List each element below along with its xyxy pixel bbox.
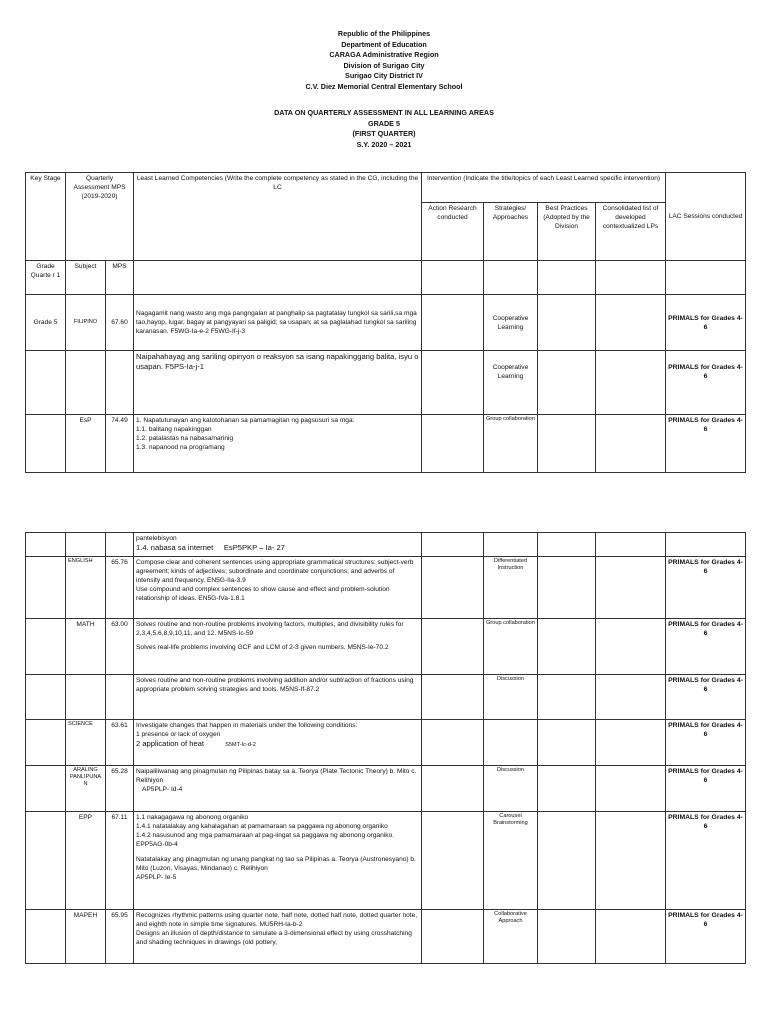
competency-line: Investigate changes that happen in materials under the following conditions: bbox=[136, 722, 358, 729]
competency-cell bbox=[134, 812, 422, 910]
header-line: Republic of the Philippines bbox=[337, 29, 431, 38]
competency-line: 1.2. patalastas na nabasa/narinig bbox=[136, 435, 234, 442]
competency-cell: Nagagamit nang wasto ang mga pangngalan at panghalip sa pagtatalay tungkol sa sarili,sa mga tao,hayop, lugar, bagay at pangyayari sa paligid; sa usapan; at sa paglalahad tungkol sa sariling karanasan. F5WG-Ia-e-2 F5WG-If-j-3 bbox=[134, 295, 422, 351]
header-key-stage: Key Stage bbox=[26, 173, 66, 261]
lac-cell: PRIMALS for Grades 4-6 bbox=[666, 720, 746, 766]
competency-cell bbox=[134, 720, 422, 766]
competency-line: 2 application of heat bbox=[136, 739, 204, 748]
table-row bbox=[26, 812, 746, 910]
strategy-cell: Differentiated Instruction bbox=[484, 557, 538, 619]
competency-line: 1.4.2 nasusunod ang mga pamamaraan at pag-iingat sa paggawa ng abonong organiko. EPP5AG-0b-4 bbox=[136, 832, 395, 848]
lac-cell: PRIMALS for Grades 4-6 bbox=[666, 295, 746, 351]
competency-line: 1 presence or lack of oxygen bbox=[136, 731, 221, 738]
title-line: DATA ON QUARTERLY ASSESSMENT IN ALL LEARNING AREAS bbox=[274, 108, 494, 117]
competency-cell bbox=[134, 766, 422, 812]
table-row bbox=[26, 557, 746, 619]
table-row bbox=[26, 351, 746, 415]
strategy-cell: Cooperative Learning bbox=[484, 295, 538, 351]
lac-cell: PRIMALS for Grades 4-6 bbox=[666, 415, 746, 473]
lac-cell: PRIMALS for Grades 4-6 bbox=[666, 812, 746, 910]
school-header bbox=[0, 29, 768, 93]
competency-line: Solves routine and non-routine problems involving addition and/or subtraction of fractions using appropriate problem solving strategies and tools. M5NS-If-87.2 bbox=[136, 677, 414, 693]
competency-line: 1.4. nabasa sa internet bbox=[136, 543, 214, 552]
competency-line: AP5PLP- Ie-5 bbox=[136, 874, 177, 881]
header-quarterly-mps: Quarterly Assessment MPS (2019-2020) bbox=[66, 173, 134, 261]
table-row bbox=[26, 766, 746, 812]
competency-line: Designs an illusion of depth/distance to simulate a 3-dimensional effect by using crosshatching and shading techniques in drawings (old pottery, bbox=[136, 930, 412, 946]
strategy-cell: Discussion bbox=[484, 766, 538, 812]
competency-line: pantelebisyon bbox=[136, 535, 177, 542]
subject-cell: SCIENCE bbox=[66, 720, 106, 766]
header-line: CARAGA Administrative Region bbox=[329, 50, 439, 60]
lac-cell: PRIMALS for Grades 4-6 bbox=[666, 675, 746, 720]
competency-line: Recognizes rhythmic patterns using quarter note, half note, dotted half note, dotted quarter note, and eighth note in simple time signatures. MU5RH-Ia-b-2 bbox=[136, 912, 418, 928]
competency-cell bbox=[134, 619, 422, 675]
competency-line: Solves routine and non-routine problems involving factors, multiples, and divisibility rules for 2,3,4,5,6,8,9,10,11, and 12. M5NS-Ic-59 bbox=[136, 621, 404, 637]
mps-cell: 65.28 bbox=[106, 766, 134, 812]
table-row bbox=[26, 295, 746, 351]
competency-line: 1. Napatutunayan ang katotohanan sa pamamagitan ng pagsusuri sa mga: bbox=[136, 417, 355, 424]
competency-cell bbox=[134, 557, 422, 619]
competency-cell bbox=[134, 910, 422, 964]
header-consolidated: Consolidated list of developed contextualized LPs bbox=[596, 203, 666, 261]
lac-cell: PRIMALS for Grades 4-6 bbox=[666, 351, 746, 415]
header-best-practices: Best Practices (Adopted by the Division bbox=[538, 203, 596, 261]
competency-code: EsP5PKP – Ia- 27 bbox=[223, 543, 285, 552]
mps-cell: 74.49 bbox=[106, 415, 134, 473]
subject-cell: ARALING PANLIPUNAN bbox=[66, 766, 106, 812]
table-row bbox=[26, 533, 746, 557]
header-line: Department of Education bbox=[341, 39, 427, 49]
competency-line: 1.1. balitang napakinggan bbox=[136, 426, 212, 433]
competency-line: 1.4.1 natatalakay ang kahalagahan at pamamaraan sa paggawa ng abonong organiko bbox=[136, 823, 388, 830]
competency-line: Natatalakay ang pinagmulan ng unang pangkat ng tao sa Pilipinas a. Teorya (Austronesyano) b. Mito (Luzon, Visayas, Mindanao) c. Relihiyon bbox=[136, 856, 416, 872]
table-row bbox=[26, 619, 746, 675]
competency-line: Compose clear and coherent sentences using appropriate grammatical structures: subject-verb agreement; kinds of adjectives; subordinate and coordinate conjunctions; and adverbs of intensity and frequency. EN5G-IIa-3.9 bbox=[136, 559, 414, 584]
mps-cell: 63.61 bbox=[106, 720, 134, 766]
title-line: GRADE 5 bbox=[368, 118, 400, 128]
competency-cell: Naipahahayag ang sariling opinyon o reaksyon sa isang napakinggang balita, isyu o usapan. F5PS-Ia-j-1 bbox=[134, 351, 422, 415]
lac-cell: PRIMALS for Grades 4-6 bbox=[666, 766, 746, 812]
header-subject: Subject bbox=[66, 261, 106, 295]
competency-line: AP5PLP- Id-4 bbox=[142, 786, 183, 793]
header-action-research: Action Research conducted bbox=[422, 203, 484, 261]
table-row bbox=[26, 720, 746, 766]
mps-cell: 63.00 bbox=[106, 619, 134, 675]
strategy-cell: Cooperative Learning bbox=[484, 351, 538, 415]
title-line: (FIRST QUARTER) bbox=[352, 129, 416, 139]
mps-cell: 65.76 bbox=[106, 557, 134, 619]
header-line: Surigao City District IV bbox=[345, 71, 423, 81]
strategy-cell: Group collaboration bbox=[484, 415, 538, 473]
document-title bbox=[0, 108, 768, 150]
competency-line: Use compound and complex sentences to show cause and effect and problem-solution relationship of ideas. EN5G-IVa-1.8.1 bbox=[136, 586, 390, 602]
strategy-cell: Group collaboration bbox=[484, 619, 538, 675]
competency-line: 1.3. napanood na programang bbox=[136, 444, 225, 451]
table-row bbox=[26, 415, 746, 473]
mps-cell: 67.60 bbox=[106, 295, 134, 351]
competency-line: Solves real-life problems involving GCF and LCM of 2-3 given numbers. M5NS-Ie-70.2 bbox=[136, 644, 389, 651]
table-row bbox=[26, 910, 746, 964]
competency-cell bbox=[134, 533, 422, 557]
title-line: S.Y. 2020 – 2021 bbox=[356, 139, 412, 149]
subject-cell: EsP bbox=[66, 415, 106, 473]
assessment-table-page1 bbox=[25, 172, 746, 473]
lac-cell: PRIMALS for Grades 4-6 bbox=[666, 557, 746, 619]
assessment-table-page2 bbox=[25, 532, 746, 964]
subject-cell: MATH bbox=[66, 619, 106, 675]
subject-cell: EPP bbox=[66, 812, 106, 910]
strategy-cell: Collaborative Approach bbox=[484, 910, 538, 964]
strategy-cell: Discussion bbox=[484, 675, 538, 720]
subject-cell: MAPEH bbox=[66, 910, 106, 964]
header-llc: Least Learned Competencies (Write the complete competency as stated in the CG, including the LC bbox=[134, 173, 422, 261]
table-row bbox=[26, 675, 746, 720]
competency-code: S5MT-Ic-d-2 bbox=[225, 742, 256, 748]
competency-cell bbox=[134, 675, 422, 720]
header-lac: LAC Sessions conducted bbox=[666, 173, 746, 261]
header-grade-quarter: Grade Quarte r 1 bbox=[26, 261, 66, 295]
header-line: Division of Surigao City bbox=[343, 60, 425, 70]
header-mps: MPS bbox=[106, 261, 134, 295]
mps-cell: 67.11 bbox=[106, 812, 134, 910]
strategy-cell: Carousel Brainstorming bbox=[484, 812, 538, 910]
competency-line: 1.1 nakagagawa ng abonong organiko bbox=[136, 814, 249, 821]
header-intervention: Intervention (Indicate the title/topics of each Least Learned specific intervention) bbox=[422, 173, 666, 203]
lac-cell: PRIMALS for Grades 4-6 bbox=[666, 619, 746, 675]
lac-cell: PRIMALS for Grades 4-6 bbox=[666, 910, 746, 964]
key-stage-cell: Grade 5 bbox=[26, 295, 66, 351]
competency-line: Naipaliliwanag ang pinagmulan ng Pilipinas batay sa a. Teorya (Plate Tectonic Theory) b. Mito c. Relihiyon bbox=[136, 768, 417, 784]
subject-cell: FILIPINO bbox=[66, 295, 106, 351]
competency-cell bbox=[134, 415, 422, 473]
header-line: C.V. Diez Memorial Central Elementary School bbox=[305, 81, 463, 91]
mps-cell: 65.95 bbox=[106, 910, 134, 964]
subject-cell: ENGLISH bbox=[66, 557, 106, 619]
header-strategies: Strategies/ Approaches bbox=[484, 203, 538, 261]
